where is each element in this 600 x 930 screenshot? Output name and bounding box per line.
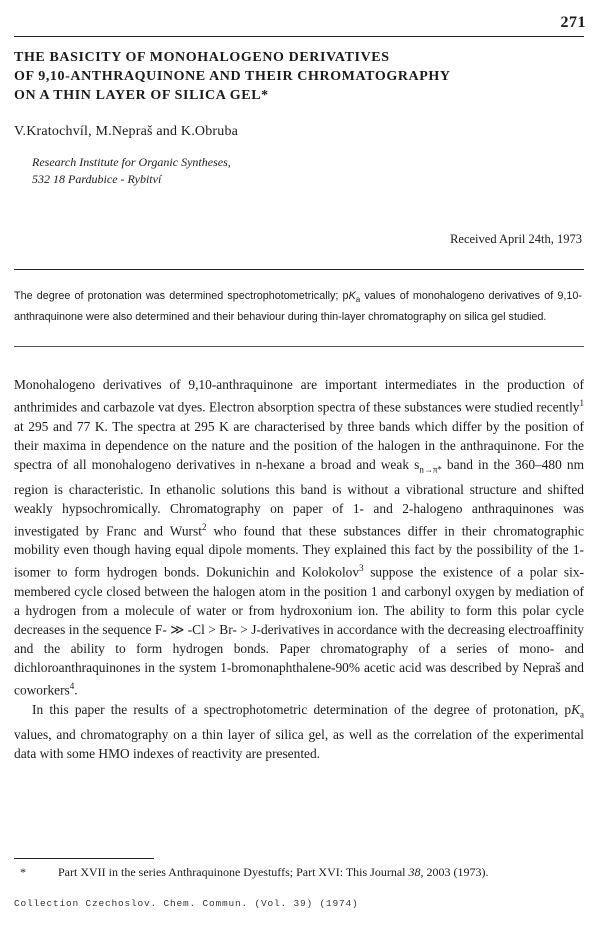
reference-1: 1	[579, 398, 584, 409]
p1-text-d: who found that these substances differ in their chromatographic mobility even though having equal dipole moments. They explained this fact by the possibility of the 1-isomer to form hydrogen bonds. Dokunichin and Kolokolov	[14, 523, 584, 580]
body-text	[14, 375, 584, 763]
reference-4: 4	[69, 681, 75, 692]
footnote-rule	[14, 858, 154, 859]
header-rule	[14, 36, 584, 37]
abstract-bottom-rule	[14, 346, 584, 347]
reference-3: 3	[359, 563, 364, 574]
title-line-1: THE BASICITY OF MONOHALOGENO DERIVATIVES	[14, 50, 390, 65]
abstract-top-rule	[14, 269, 584, 270]
received-date: Received April 24th, 1973	[450, 232, 582, 246]
article-title	[14, 48, 574, 105]
p1-text-c: band in the 360–480 nm region is characteristic. In ethanolic solutions this band is without a vibrational structure and shifted weakly hypsochromically. Chromatography on paper of 1- and 2-halogeno anthraquinones was investigated by Franc and Wurst	[14, 456, 585, 539]
authors: V.Kratochvíl, M.Nepraš and K.Obruba	[14, 124, 239, 139]
affiliation-line-1: Research Institute for Organic Syntheses,	[32, 155, 231, 169]
abstract	[14, 288, 582, 325]
abstract-text-2: values of monohalogeno derivatives of 9,10-anthraquinone were also determined and their behaviour during thin-layer chromatography on silica gel studied.	[14, 290, 583, 323]
p2-pk-subscript: a	[580, 709, 584, 720]
paragraph-2	[14, 700, 584, 763]
transition-subscript: n→π*	[419, 464, 442, 475]
p2-text-b: values, and chromatography on a thin layer of silica gel, as well as the correlation of the experimental data with some HMO indexes of reactivity are presented.	[14, 726, 584, 761]
abstract-pk-symbol: K	[348, 290, 356, 302]
footnote-text-b: , 2003 (1973).	[420, 865, 489, 879]
footnote-volume: 38	[408, 865, 421, 879]
reference-2: 2	[201, 521, 207, 532]
affiliation	[32, 154, 231, 188]
journal-footer: Collection Czechoslov. Chem. Commun. (Vol. 39) (1974)	[14, 898, 359, 909]
footnote-text-a: Part XVII in the series Anthraquinone Dyestuffs; Part XVI: This Journal	[58, 865, 409, 879]
affiliation-line-2: 532 18 Pardubice - Rybitví	[32, 172, 162, 186]
abstract-text-1: The degree of protonation was determined spectrophotometrically; p	[14, 290, 349, 302]
abstract-pk-subscript: a	[355, 295, 361, 305]
p2-text-a: In this paper the results of a spectrophotometric determination of the degree of protonation, p	[32, 702, 572, 718]
p1-text-a: Monohalogeno derivatives of 9,10-anthraquinone are important intermediates in the production of anthrimides and carbazole vat dyes. Electron absorption spectra of these substances were studied recently	[14, 377, 584, 415]
paragraph-1	[14, 375, 584, 700]
title-line-2: OF 9,10-ANTHRAQUINONE AND THEIR CHROMATOGRAPHY	[14, 69, 451, 84]
footnote-mark: *	[20, 865, 26, 879]
p1-text-b: at 295 and 77 K. The spectra at 295 K are characterised by three bands which differ by the position of their maxima in dependence on the nature and the position of the halogen in the anthraquinone. For the spectra of all monohalogeno derivatives in n-hexane a broad and weak s	[14, 418, 584, 472]
p1-text-f: .	[74, 682, 78, 698]
footnote	[20, 864, 590, 880]
p2-pk-symbol: K	[571, 702, 580, 718]
title-line-3: ON A THIN LAYER OF SILICA GEL*	[14, 88, 269, 103]
page-number: 271	[560, 14, 586, 31]
p1-text-e: suppose the existence of a polar six-membered cycle closed between the halogen atom in the position 1 and carbonyl oxygen by mediation of a hydrogen from a molecule of water or from hydroxonium ion. The ability to form this polar cycle decreases in the sequence F- ≫ -Cl > Br- > J-derivatives in accordance with the decreasing electroaffinity and the ability to form hydrogen bonds. Paper chromatography of a series of mono- and dichloroanthraquinones in the system 1-bromonaphthalene-90% acetic acid was described by Nepraš and coworkers	[14, 564, 584, 698]
